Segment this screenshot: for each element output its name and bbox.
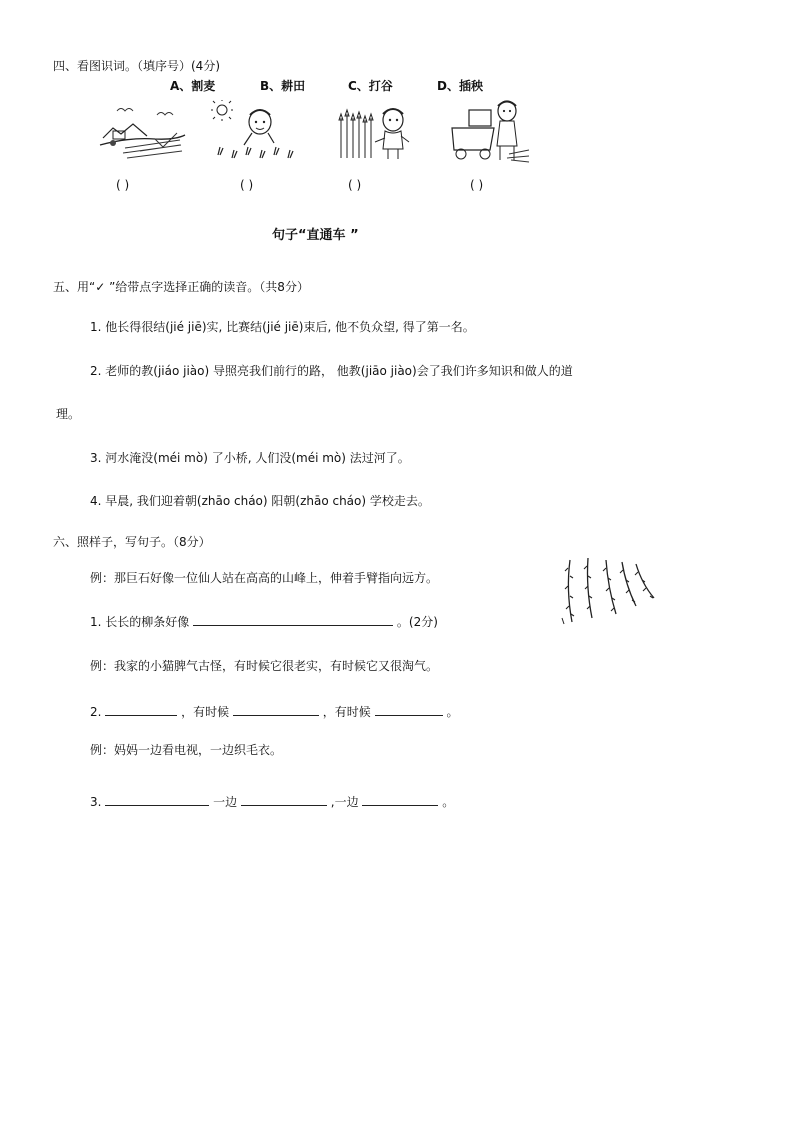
question-6-1 [90,613,438,630]
answer-line-6-2b[interactable] [233,703,319,716]
answer-blank-d[interactable]: ( ) [470,178,484,192]
question-6-2-connector-1: ，有时候 [181,705,230,719]
option-d: D、插秧 [437,79,483,93]
option-c: C、打谷 [348,79,393,93]
question-6-2-connector-2: ，有时候 [322,705,371,719]
example-1: 例：那巨石好像一位仙人站在高高的山峰上，伸着手臂指向远方。 [90,571,439,585]
answer-blank-b[interactable]: ( ) [240,178,254,192]
answer-line-6-3a[interactable] [105,793,209,806]
answer-blank-a[interactable]: ( ) [116,178,130,192]
question-6-3-connector-2: ,一边 [330,795,359,809]
section6-title: 六、照样子，写句子。（8分） [53,535,211,549]
example-2: 例：我家的小猫脾气古怪，有时候它很老实，有时候它又很淘气。 [90,659,439,673]
willow-branches-picture [560,556,660,631]
question-6-1-prefix: 1. 长长的柳条好像 [90,615,190,629]
question-5-4: 4. 早晨, 我们迎着朝(zhāo cháo) 阳朝(zhāo cháo) 学校走去。 [90,494,430,508]
boy-planting-picture [210,100,305,165]
option-b: B、耕田 [260,79,306,93]
question-6-2 [90,703,458,720]
answer-line-6-2c[interactable] [375,703,443,716]
section4-title: 四、看图识词。（填序号）(4分) [53,59,220,73]
section-banner: 句子“直通车 ” [272,228,359,243]
section5-title: 五、用“✓ ”给带点字选择正确的读音。（共8分） [53,280,309,294]
question-5-2-cont: 理。 [56,407,81,421]
question-6-3 [90,793,454,810]
question-6-3-number: 3. [90,795,102,809]
threshing-machine-picture [447,96,532,166]
question-6-3-end: 。 [442,795,455,809]
answer-blank-c[interactable]: ( ) [348,178,362,192]
answer-line-6-3b[interactable] [241,793,327,806]
question-6-2-number: 2. [90,705,102,719]
field-landscape-picture [95,103,190,163]
question-5-1: 1. 他长得很结(jié jiē)实, 比赛结(jié jiē)束后, 他不负众望, 得了第一名。 [90,320,475,334]
example-3: 例：妈妈一边看电视，一边织毛衣。 [90,743,283,757]
answer-line-6-1[interactable] [193,613,393,626]
question-6-2-end: 。 [446,705,459,719]
question-6-3-connector-1: 一边 [213,795,238,809]
boy-with-grain-picture [333,98,418,163]
question-5-3: 3. 河水淹没(méi mò) 了小桥, 人们没(méi mò) 法过河了。 [90,451,410,465]
answer-line-6-2a[interactable] [105,703,177,716]
question-5-2: 2. 老师的教(jiáo jiào) 导照亮我们前行的路， 他教(jiāo jiào)会了我们许多知识和做人的道 [90,364,573,378]
answer-line-6-3c[interactable] [362,793,438,806]
question-6-1-suffix: 。(2分) [396,615,438,629]
option-a: A、割麦 [170,79,216,93]
